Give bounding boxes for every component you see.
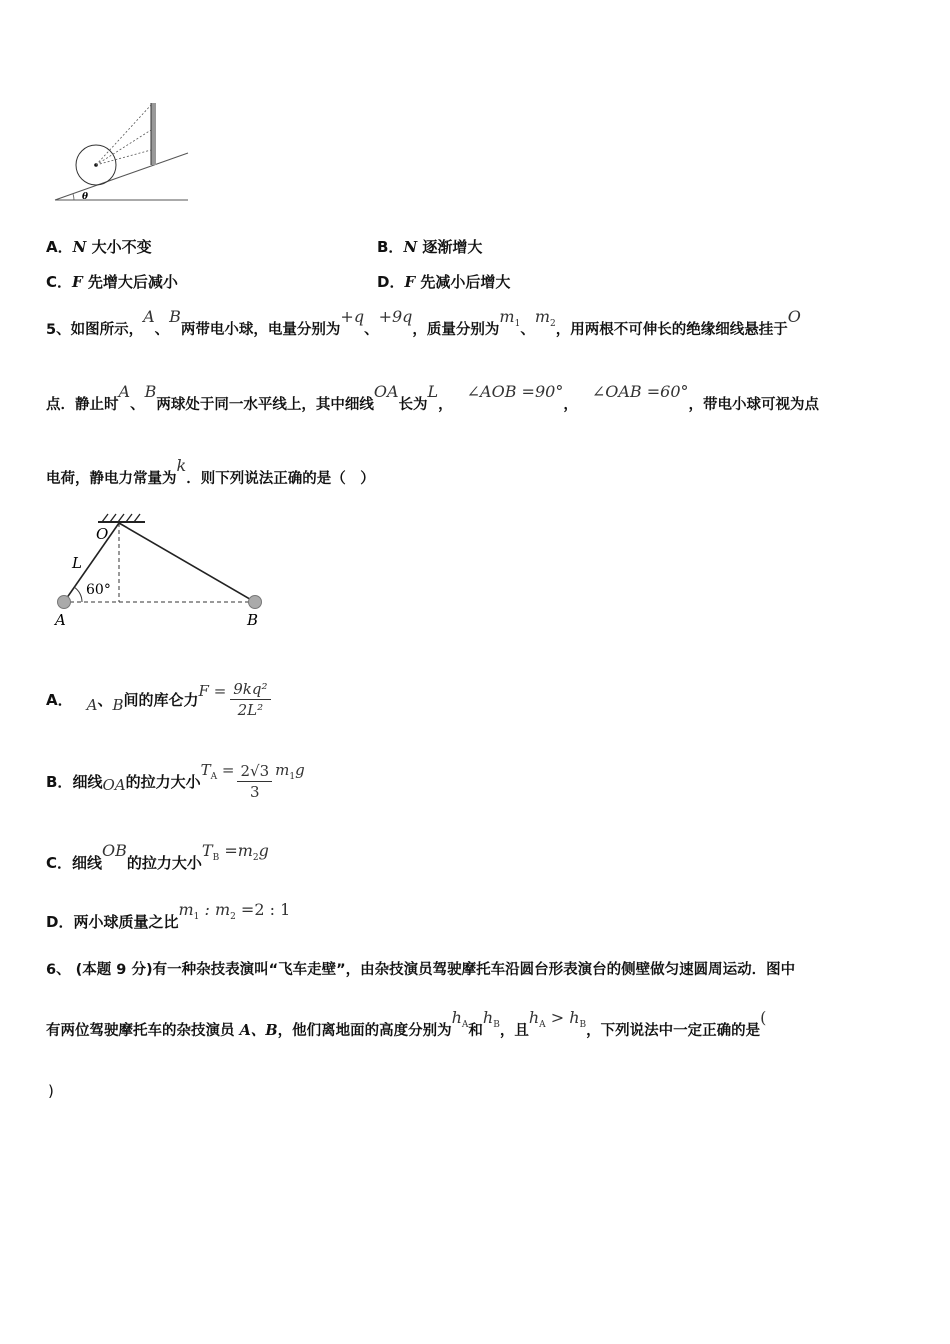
q4-option-a: A．N 大小不变 [46,238,152,256]
q5-line-3: 电荷，静电力常量为k．则下列说法正确的是（ ） [46,456,375,487]
theta-label: θ [82,192,89,202]
q4-option-d: D．F 先减小后增大 [377,273,511,291]
q5-option-d: D．两小球质量之比$m_1$ : $m_2 =2$ : 1 [46,900,291,931]
q5-line-2: 点．静止时A、B两球处于同一水平线上，其中细线OA长为L，∠AOB =90°，∠OAB =60°，带电小球可视为点 [46,382,819,413]
fig-label-b: B [247,611,259,629]
q4-option-b: B．N 逐渐增大 [377,238,483,256]
q5-figure [50,508,275,633]
fig-label-a: A [55,611,66,629]
fig-label-angle: 60° [86,582,111,598]
incline-sphere-figure [40,95,200,210]
q6-line-2: 有两位驾驶摩托车的杂技演员 A、B，他们离地面的高度分别为$h_A$和$h_B$，且$h_A > h_B$，下列说法中一定正确的是( [46,1008,767,1039]
q4-option-c: C．F 先增大后减小 [46,273,178,291]
q6-line-3: ) [48,1082,54,1100]
fig-label-o: O [96,525,109,543]
q6-line-1: 6、 (本题 9 分)有一种杂技表演叫“飞车走壁”，由杂技演员驾驶摩托车沿圆台形表演台的侧壁做匀速圆周运动．图中 [46,962,796,978]
q5-option-b: B． 细线 OA 的拉力大小 $T_A$ = $\frac{2√3}{3}$ $m_1g$ [46,760,305,801]
q5-option-c: C．细线OB的拉力大小$T_B =m_2g$ [46,841,269,872]
q5-line-1: 5、如图所示，A、B两带电小球，电量分别为+q、+9q，质量分别为$m_1$、$m_2$，用两根不可伸长的绝缘细线悬挂于O [46,307,801,338]
fig-label-l: L [72,554,82,572]
q5-option-a: A． A 、 B 间的库仑力 F = $\frac{\text{9kq²}}{\text{2L²}}$ [46,674,271,724]
